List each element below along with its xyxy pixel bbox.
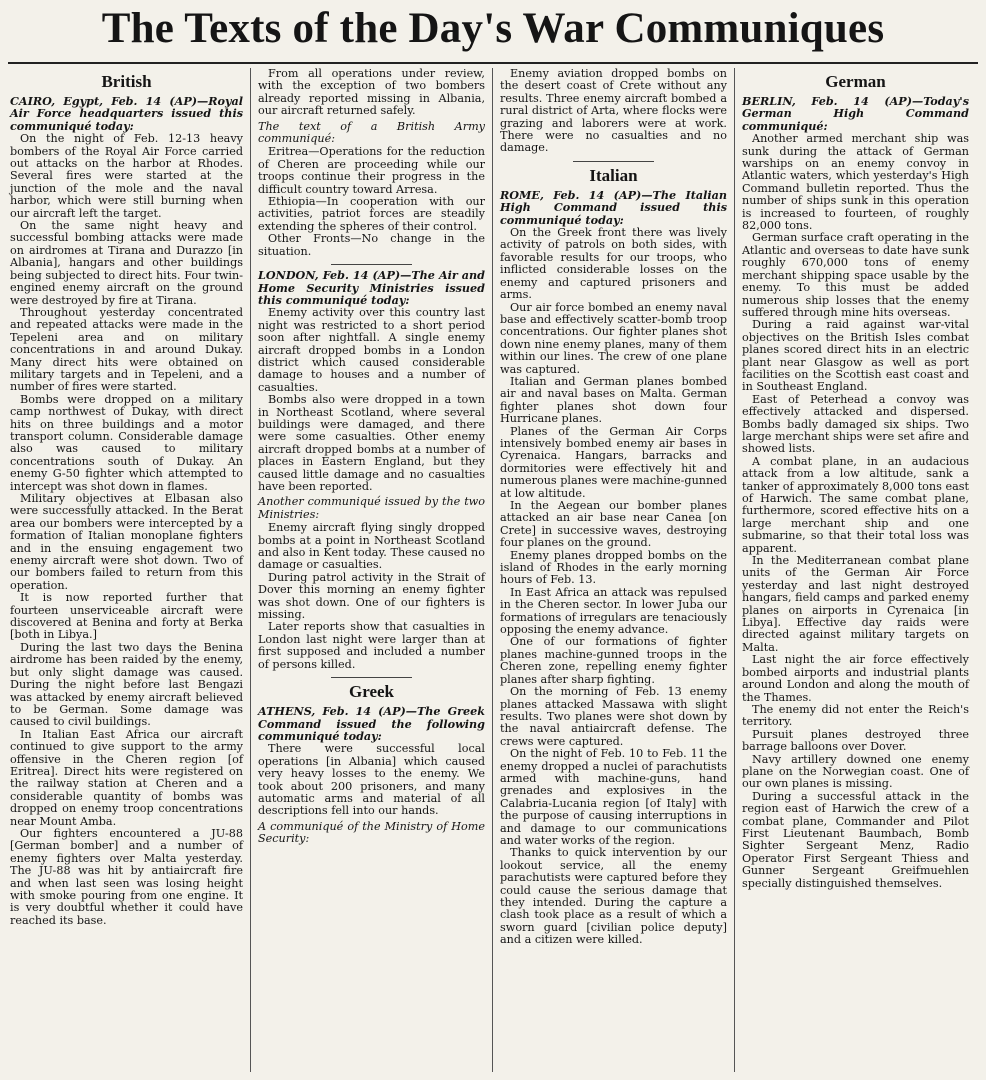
- section-header-greek: Greek: [348, 682, 394, 702]
- divider: [331, 264, 413, 265]
- paragraph: Italian and German planes bombed air and naval bases on Malta. German fighter planes shot down four Hurricane planes.: [500, 374, 727, 426]
- column-2: [250, 68, 492, 1072]
- divider: [331, 677, 413, 678]
- dateline-athens: ATHENS, Feb. 14 (AP)—The Greek Command issued the following communiqué today:: [258, 704, 485, 743]
- paragraph: Later reports show that casualties in London last night were larger than at first supposed and included a number of persons killed.: [258, 620, 485, 671]
- paragraph: In Italian East Africa our aircraft continued to give support to the army offensive in the Cheren region [of Eritrea]. Direct hits were registered on the railway station at Cheren and a considerable quantity of bombs was dropped on enemy troop concentrations near Mount Amba.: [10, 727, 243, 828]
- paragraph: From all operations under review, with the exception of two bombers already reported missing in Albania, our aircraft returned safely.: [258, 68, 485, 118]
- subheading-ministry: A communiqué of the Ministry of Home Security:: [258, 819, 485, 846]
- paragraph: Navy artillery downed one enemy plane on the Norwegian coast. One of our own planes is missing.: [742, 752, 969, 791]
- paragraph: One of our formations of fighter planes machine-gunned troops in the Cheren zone, repelling enemy fighter planes after sharp fighting.: [500, 635, 727, 686]
- paragraph: In the Aegean our bomber planes attacked an air base near Canea [on Crete] in successive waves, destroying four planes on the ground.: [500, 499, 727, 550]
- paragraph: Enemy planes dropped bombs on the island of Rhodes in the early morning hours of Feb. 13.: [500, 548, 727, 587]
- dateline-rome: ROME, Feb. 14 (AP)—The Italian High Command issued this communiqué today:: [500, 187, 727, 227]
- column-3: [492, 68, 734, 1072]
- paragraph: On the Greek front there was lively activity of patrols on both sides, with favorable results for our troops, who inflicted considerable losses on the enemy and captured prisoners and arms.: [500, 226, 727, 302]
- paragraph: In East Africa an attack was repulsed in the Cheren sector. In lower Juba our formations of irregulars are tenaciously opposing the enemy advance.: [500, 585, 727, 637]
- columns: [8, 68, 978, 1072]
- subheading-army: The text of a British Army communiqué:: [258, 119, 485, 146]
- paragraph: It is now reported further that fourteen unserviceable aircraft were discovered at Benina and forty at Berka [both in Libya.]: [10, 591, 243, 642]
- dateline-cairo: CAIRO, Egypt, Feb. 14 (AP)—Royal Air Force headquarters issued this communiqué today:: [10, 94, 243, 133]
- paragraph: On the same night heavy and successful bombing attacks were made on airdromes at Tirana and Durazzo [in Albania], hangars and other buildings being subjected to direct hits. Four twin-engined enemy aircraft on the ground were destroyed by fire at Tirana.: [10, 219, 243, 307]
- section-header-italian: Italian: [589, 165, 638, 185]
- divider: [573, 161, 655, 162]
- paragraph: In the Mediterranean combat plane units of the German Air Force yesterday and last night destroyed hangars, field camps and parked enemy planes on airports in Cyrenaica [in Libya]. Effective day raids were directed against military targets on Malta.: [742, 554, 969, 654]
- paragraph: During a successful attack in the region east of Harwich the crew of a combat plane, Commander and Pilot First Lieutenant Baumbach, Bomb Sighter Sergeant Menz, Radio Operator First Sergeant Thiess and Gunner Sergeant Greifmuehlen specially distinguished themselves.: [742, 789, 969, 890]
- paragraph: Enemy aircraft flying singly dropped bombs at a point in Northeast Scotland and also in Kent today. These caused no damage or casualties.: [258, 521, 485, 572]
- paragraph: Bombs were dropped on a military camp northwest of Dukay, with direct hits on three buildings and a motor transport column. Considerable damage also was caused to military concentrations south of Dukay. An enemy G-50 fighter which attempted to intercept was shot down in flames.: [10, 392, 243, 493]
- paragraph: During a raid against war-vital objectives on the British Isles combat planes scored direct hits in an electric plant near Glasgow as well as port facilities on the Scottish east coast and in Southeast England.: [742, 318, 969, 394]
- paragraph: Our fighters encountered a JU-88 [German bomber] and a number of enemy fighters over Malta yesterday. The JU-88 was hit by antiaircraft fire and when last seen was losing height with smoke pouring from one engine. It is very doubtful whether it could have reached its base.: [10, 826, 243, 927]
- paragraph: On the morning of Feb. 13 enemy planes attacked Massawa with slight results. Two planes were shot down by the naval antiaircraft defense. The crews were captured.: [500, 685, 727, 748]
- paragraph: German surface craft operating in the Atlantic and overseas to date have sunk roughly 670,000 tons of enemy merchant shipping space usable by the enemy. To this must be added numerous ship losses that the enemy suffered through mine hits overseas.: [742, 231, 969, 319]
- paragraph: Last night the air force effectively bombed airports and industrial plants around London and along the mouth of the Thames.: [742, 653, 969, 704]
- headline-rule: [8, 62, 978, 64]
- paragraph: Throughout yesterday concentrated and repeated attacks were made in the Tepeleni area and on military concentrations in and around Dukay. Many direct hits were obtained on military targets and in Tepeleni, and a number of fires were started.: [10, 305, 243, 394]
- column-1: [8, 68, 250, 1072]
- section-header-german: German: [825, 72, 886, 91]
- dateline-london: LONDON, Feb. 14 (AP)—The Air and Home Security Ministries issued this communiqué today:: [258, 268, 485, 307]
- paragraph: Thanks to quick intervention by our lookout service, all the enemy parachutists were captured before they could cause the serious damage that they intended. During the capture a clash took place as a result of which a sworn guard [civilian police deputy] and a citizen were killed.: [500, 846, 727, 947]
- column-4: [734, 68, 976, 1072]
- paragraph: East of Peterhead a convoy was effectively attacked and dispersed. Bombs badly damaged six ships. Two large merchant ships were set afire and showed lists.: [742, 392, 969, 456]
- page-title: The Texts of the Day's War Communiques: [101, 5, 885, 52]
- paragraph: Enemy activity over this country last night was restricted to a short period soon after nightfall. A single enemy aircraft dropped bombs in a London district which caused considerable damage to houses and a number of casualties.: [258, 306, 485, 394]
- paragraph: Eritrea—Operations for the reduction of Cheren are proceeding while our troops continue their progress in the difficult country toward Arresa.: [258, 145, 485, 196]
- paragraph: Other Fronts—No change in the situation.: [258, 232, 485, 258]
- paragraph: Military objectives at Elbasan also were successfully attacked. In the Berat area our bombers were intercepted by a formation of Italian monoplane fighters and in the ensuing engagement two enemy aircraft were shot down. Two of our bombers failed to return from this operation.: [10, 492, 243, 592]
- paragraph: A combat plane, in an audacious attack from a low altitude, sank a tanker of approximately 8,000 tons east of Harwich. The same combat plane, furthermore, scored effective hits on a large merchant ship and one submarine, so that their total loss was apparent.: [742, 454, 969, 555]
- paragraph: The enemy did not enter the Reich's territory.: [742, 702, 969, 729]
- paragraph: During the last two days the Benina airdrome has been raided by the enemy, but only slight damage was caused. During the night before last Bengazi was attacked by enemy aircraft believed to be German. Some damage was caused to civil buildings.: [10, 640, 243, 729]
- paragraph: During patrol activity in the Strait of Dover this morning an enemy fighter was shot down. One of our fighters is missing.: [258, 570, 485, 622]
- paragraph: Our air force bombed an enemy naval base and effectively scatter-bomb troop concentrations. Our fighter planes shot down nine enemy planes, many of them within our lines. The crew of one plane was captured.: [500, 300, 727, 376]
- paragraph: Bombs also were dropped in a town in Northeast Scotland, where several buildings were damaged, and there were some casualties. Other enemy aircraft dropped bombs at a number of places in Eastern England, but they caused little damage and no casualties have been reported.: [258, 393, 485, 493]
- paragraph: On the night of Feb. 10 to Feb. 11 the enemy dropped a nuclei of parachutists armed with machine-guns, hand grenades and explosives in the Calabria-Lucania region [of Italy] with the purpose of causing interruptions in and damage to our communications and water works of the region.: [500, 747, 727, 847]
- paragraph: Pursuit planes destroyed three barrage balloons over Dover.: [742, 727, 969, 754]
- paragraph: There were successful local operations [in Albania] which caused very heavy losses to the enemy. We took about 200 prisoners, and many automatic arms and material of all descriptions fell into our hands.: [258, 742, 485, 818]
- dateline-berlin: BERLIN, Feb. 14 (AP)—Today's German High Command communiqué:: [742, 94, 969, 133]
- section-header-british: British: [101, 72, 152, 91]
- paragraph: Ethiopia—In cooperation with our activities, patriot forces are steadily extending the spheres of their control.: [258, 195, 485, 233]
- paragraph: Another armed merchant ship was sunk during the attack of German warships on an enemy convoy in Atlantic waters, which yesterday's High Command bulletin reported. Thus the number of ships sunk in this operation is increased to fourteen, of roughly 82,000 tons.: [742, 132, 969, 233]
- paragraph: Enemy aviation dropped bombs on the desert coast of Crete without any results. Three enemy aircraft bombed a rural district of Arta, where flocks were grazing and laborers were at work. There were no casualties and no damage.: [500, 68, 727, 155]
- paragraph: Planes of the German Air Corps intensively bombed enemy air bases in Cyrenaica. Hangars, barracks and dormitories were effectively hit and numerous planes were machine-gunned at low altitude.: [500, 424, 727, 500]
- subheading-another: Another communiqué issued by the two Ministries:: [258, 495, 485, 521]
- paragraph: On the night of Feb. 12-13 heavy bombers of the Royal Air Force carried out attacks on the harbor at Rhodes. Several fires were started at the junction of the mole and the naval harbor, which were still burning when our aircraft left the target.: [10, 132, 243, 220]
